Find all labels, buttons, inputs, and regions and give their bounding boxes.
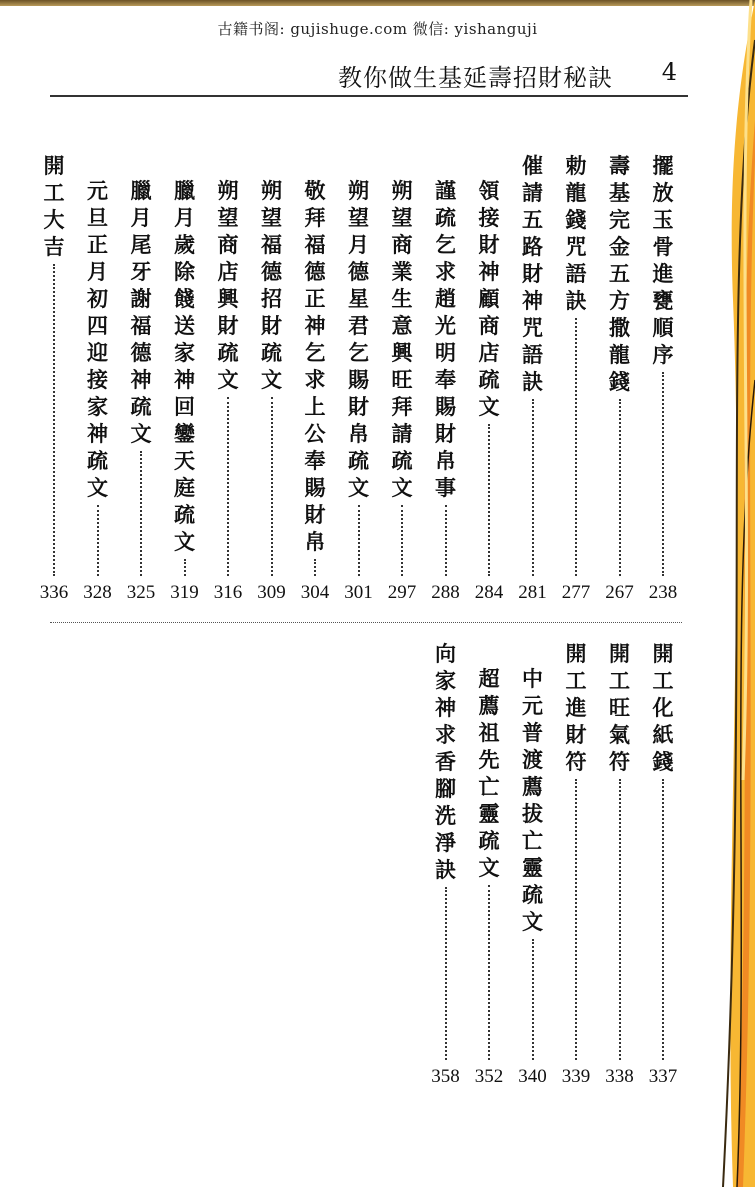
toc-entry[interactable]	[298, 177, 332, 608]
toc-entry-page: 304	[300, 582, 330, 603]
toc-leader-dots	[662, 779, 664, 1060]
toc-entry-title: 朔望福德招財疏文	[261, 178, 282, 392]
toc-entry[interactable]	[603, 152, 637, 608]
toc-entry-title: 催請五路財神咒語訣	[522, 153, 543, 394]
toc-entry-page: 277	[561, 582, 591, 603]
toc-entry-page: 325	[126, 582, 156, 603]
toc-entry[interactable]	[168, 177, 202, 608]
top-border	[0, 0, 755, 6]
toc-entry[interactable]	[81, 177, 115, 608]
toc-entry-title: 臘月歲除餞送家神回鑾天庭疏文	[174, 178, 195, 554]
toc-entry-page: 301	[344, 582, 373, 603]
toc-entry[interactable]	[385, 177, 419, 608]
toc-entry-page: 316	[213, 582, 243, 603]
toc-entry-page: 352	[474, 1066, 504, 1087]
toc-leader-dots	[53, 264, 55, 576]
toc-entry-title: 朔望商店興財疏文	[217, 178, 239, 392]
toc-entry-page: 340	[518, 1066, 547, 1087]
toc-entry[interactable]	[559, 152, 593, 608]
toc-leader-dots	[271, 397, 273, 576]
toc-entry[interactable]	[429, 177, 463, 608]
toc-entry-title: 勅龍錢咒語訣	[565, 153, 587, 313]
toc-entry-page: 328	[83, 582, 112, 603]
page-header	[60, 58, 685, 90]
page-number: 4	[661, 58, 677, 86]
toc-entry[interactable]	[37, 152, 71, 608]
toc-entry-page: 336	[39, 582, 69, 603]
toc-leader-dots	[619, 779, 621, 1060]
toc-leader-dots	[488, 885, 490, 1060]
toc-entry-title: 向家神求香腳洗淨訣	[435, 641, 456, 882]
toc-entry-page: 284	[474, 582, 504, 603]
toc-entry[interactable]	[516, 665, 550, 1092]
book-title: 教你做生基延壽招財秘訣	[338, 64, 613, 92]
toc-entry-page: 339	[561, 1066, 591, 1087]
watermark-text: 古籍书阁: gujishuge.com 微信: yishanguji	[217, 20, 538, 38]
toc-leader-dots	[532, 399, 534, 576]
toc-entry[interactable]	[342, 177, 376, 608]
toc-entry[interactable]	[472, 665, 506, 1092]
toc-leader-dots	[184, 559, 186, 576]
toc-leader-dots	[488, 424, 490, 576]
toc-entry-title: 開工化紙錢	[652, 641, 674, 774]
toc-entry-title: 謹疏乞求趙光明奉賜財帛事	[435, 178, 456, 500]
decorative-ribbon	[693, 0, 755, 1187]
toc-entry[interactable]	[472, 177, 506, 608]
toc-entry-page: 337	[648, 1066, 678, 1087]
toc-entry[interactable]	[603, 640, 637, 1092]
toc-entry-title: 開工旺氣符	[609, 641, 630, 774]
toc-entry-page: 338	[605, 1066, 634, 1087]
toc-leader-dots	[575, 318, 577, 576]
toc-entry-title: 臘月尾牙謝福德神疏文	[130, 178, 152, 446]
toc-leader-dots	[445, 887, 447, 1060]
toc-entry[interactable]	[559, 640, 593, 1092]
toc-entry[interactable]	[124, 177, 158, 608]
toc-leader-dots	[227, 397, 229, 576]
toc-entry-page: 358	[431, 1066, 460, 1087]
toc-leader-dots	[97, 505, 99, 576]
toc-leader-dots	[662, 372, 664, 576]
toc-leader-dots	[358, 505, 360, 576]
toc-entry-title: 超薦祖先亡靈疏文	[478, 666, 500, 880]
toc-entry-page: 238	[648, 582, 678, 603]
toc-entry[interactable]	[211, 177, 245, 608]
header-divider	[50, 95, 688, 97]
toc-entry-title: 開工大吉	[43, 153, 65, 259]
toc-entry-title: 中元普渡薦拔亡靈疏文	[522, 666, 543, 934]
toc-entry-title: 擺放玉骨進甕順序	[652, 153, 674, 367]
toc-leader-dots	[619, 399, 621, 576]
toc-entry[interactable]	[646, 640, 680, 1092]
toc-entry-title: 朔望商業生意興旺拜請疏文	[391, 178, 413, 500]
toc-leader-dots	[445, 505, 447, 576]
toc-entry-page: 297	[387, 582, 417, 603]
toc-entry-title: 敬拜福德正神乞求上公奉賜財帛	[304, 178, 326, 554]
toc-leader-dots	[140, 451, 142, 576]
toc-leader-dots	[575, 779, 577, 1060]
toc-entry[interactable]	[255, 177, 289, 608]
toc-entry-page: 309	[257, 582, 286, 603]
toc-entry[interactable]	[429, 640, 463, 1092]
toc-entry[interactable]	[516, 152, 550, 608]
toc-entry-page: 319	[170, 582, 199, 603]
toc-entry-title: 開工進財符	[565, 641, 587, 774]
toc-entry-title: 壽基完金五方撒龍錢	[609, 153, 630, 394]
section-divider	[50, 622, 682, 623]
toc-leader-dots	[314, 559, 316, 576]
toc-leader-dots	[401, 505, 403, 576]
toc-entry-title: 元旦正月初四迎接家神疏文	[87, 178, 108, 500]
toc-entry[interactable]	[646, 152, 680, 608]
toc-entry-page: 267	[605, 582, 634, 603]
toc-entry-page: 281	[518, 582, 547, 603]
toc-entry-title: 領接財神顧商店疏文	[478, 178, 500, 419]
toc-entry-page: 288	[431, 582, 460, 603]
toc-entry-title: 朔望月德星君乞賜財帛疏文	[348, 178, 369, 500]
toc-leader-dots	[532, 939, 534, 1060]
